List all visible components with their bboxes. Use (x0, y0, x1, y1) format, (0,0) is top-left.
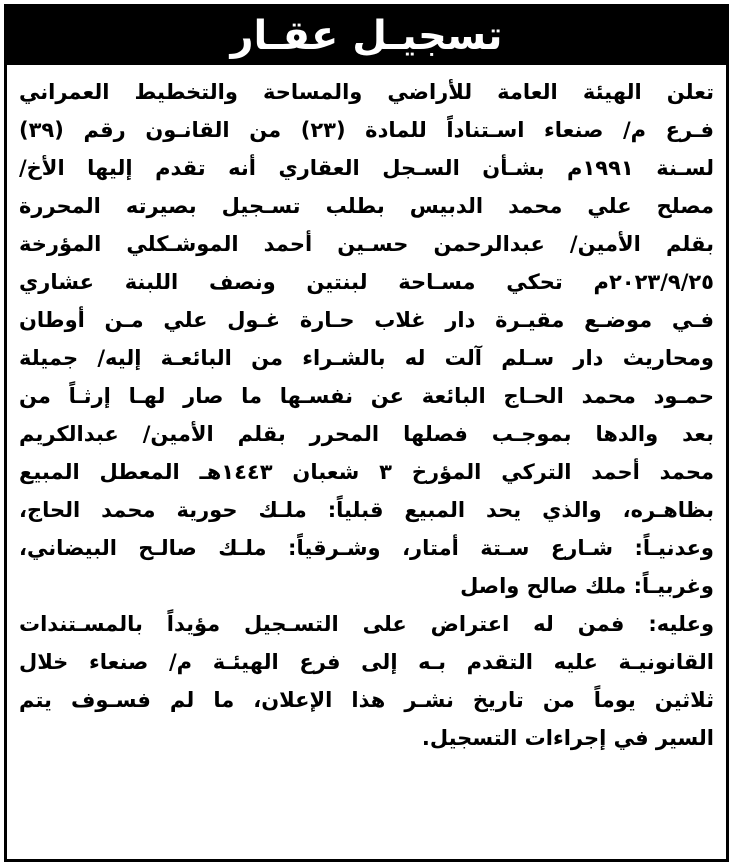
body-line: بظاهـره، والذي يحد المبيع قبلياً: ملـك حورية محمد الحاج، (19, 498, 714, 522)
notice-box (4, 4, 729, 862)
body-line: بقلم الأمين/ عبدالرحمن حسـين أحمد الموشـكلي المؤرخة (19, 232, 714, 256)
body-line: تعلن الهيئة العامة للأراضي والمساحة والتخطيط العمراني (19, 80, 714, 104)
body-line: فـي موضـع مقيـرة دار غلاب حـارة غـول علي مـن أوطان (19, 308, 714, 332)
body-line: السير في إجراءات التسجيل. (421, 726, 714, 750)
body-line: بعد والدها بموجـب فصلها المحرر بقلم الأمين/ عبدالكريم (19, 422, 714, 446)
notice-title: تسجيـل عقـار (230, 13, 503, 59)
notice-body (19, 73, 714, 757)
body-line: حمـود محمد الحـاج البائعة عن نفسـها ما صار لهـا إرثـاً من (19, 384, 714, 408)
title-bar (7, 7, 726, 65)
body-line: لسـنة ١٩٩١م بشـأن السـجل العقاري أنه تقدم إليها الأخ/ (19, 156, 714, 180)
body-line: وعدنيـاً: شـارع سـتة أمتار، وشـرقياً: ملـك صالـح البيضاني، (19, 536, 714, 560)
body-line: القانونيـة عليه التقدم بـه إلى فرع الهيئـة م/ صنعاء خلال (19, 650, 714, 674)
body-line: مصلح علي محمد الدبيس بطلب تسـجيل بصيرته المحررة (19, 194, 714, 218)
body-line: ٢٠٢٣/٩/٢٥م تحكي مسـاحة لبنتين ونصف اللبنة عشاري (19, 270, 714, 294)
body-line: وغربيـاً: ملك صالح واصل (460, 574, 714, 598)
body-line: فـرع م/ صنعاء اسـتناداً للمادة (٢٣) من القانـون رقم (٣٩) (19, 118, 714, 142)
body-line: ثلاثين يوماً من تاريخ نشـر هذا الإعلان، ما لم فسـوف يتم (19, 688, 714, 712)
body-line: وعليه: فمن له اعتراض على التسـجيل مؤيداً بالمسـتندات (19, 612, 714, 636)
body-line: ومحاريث دار سـلم آلت له بالشـراء من البائعـة إليه/ جميلة (19, 346, 714, 370)
body-line: محمد أحمد التركي المؤرخ ٣ شعبان ١٤٤٣هـ المعطل المبيع (19, 460, 714, 484)
